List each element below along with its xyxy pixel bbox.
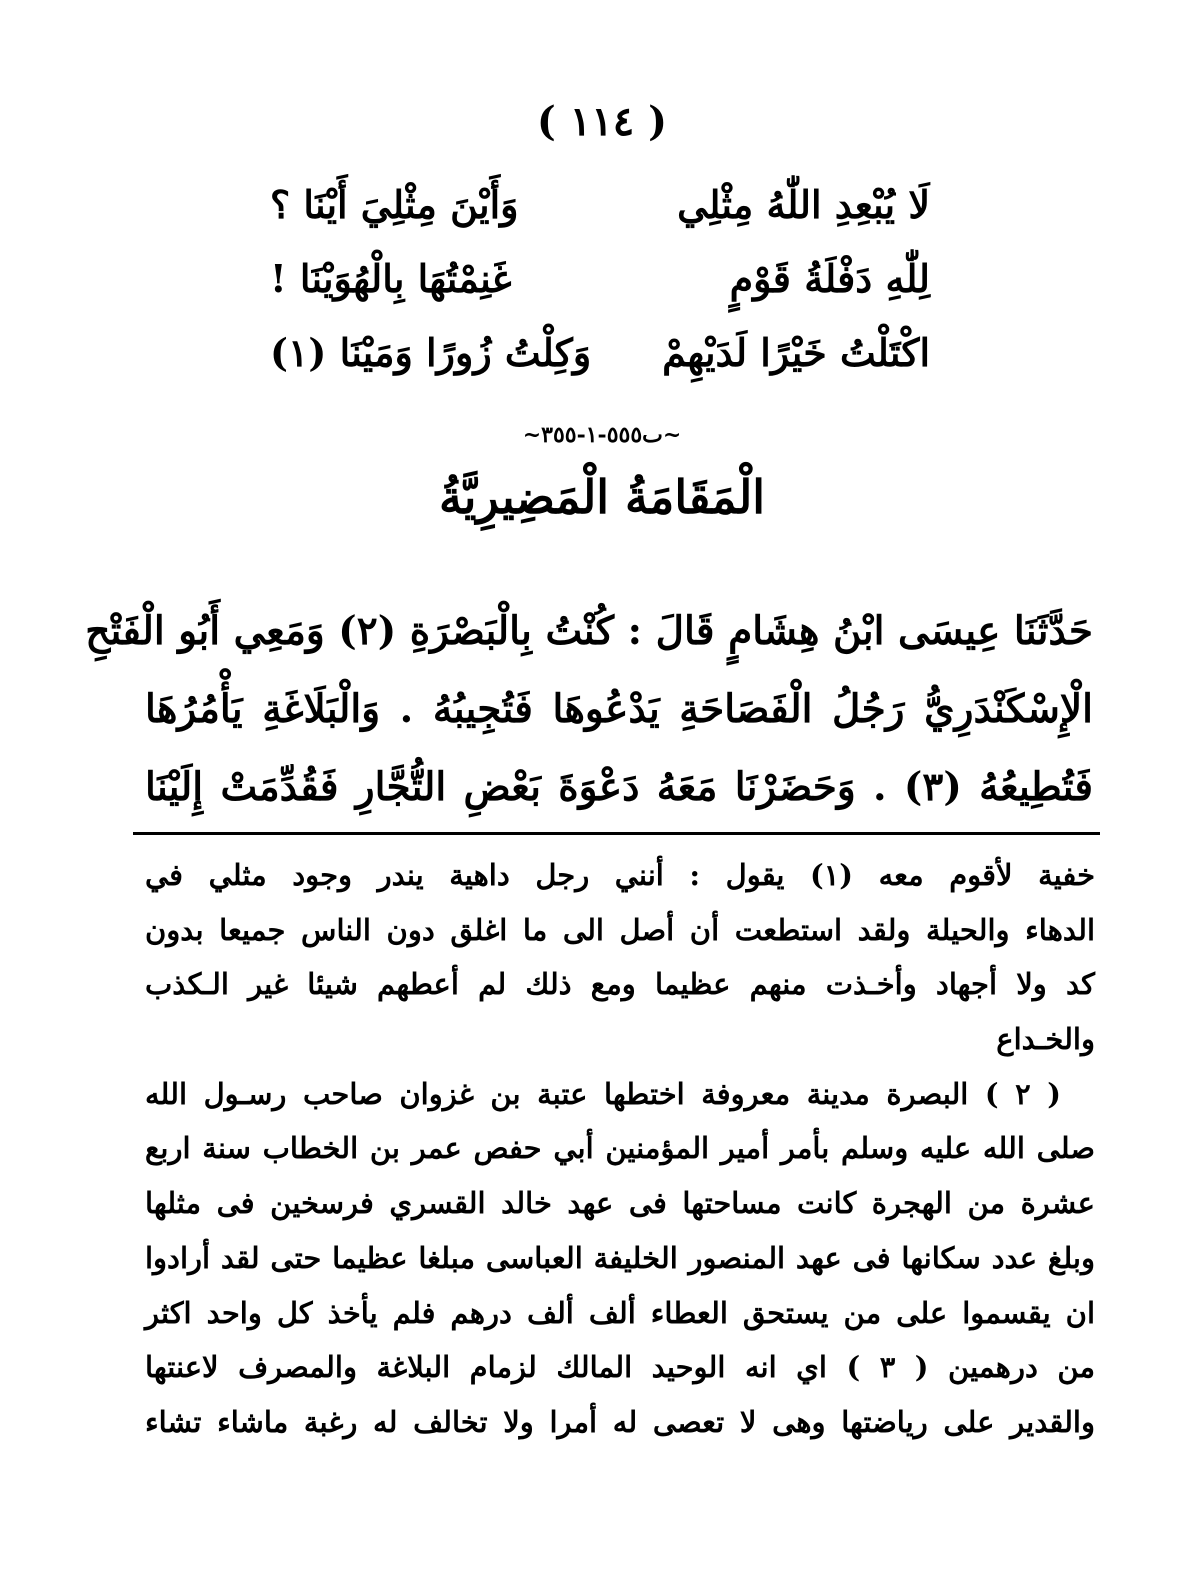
section-ornament: ~ٮ٥٥٥-١-٣٥٥~ [522, 422, 682, 448]
verse-second-hemistich: وَكِلْتُ زُورًا وَمَيْنَا (١) [270, 330, 592, 375]
poem-verse [270, 316, 930, 390]
main-text-block [85, 592, 1093, 826]
footnote-line: صلى الله عليه وسلم بأمر أمير المؤمنين أبي حفص عمر بن الخطاب سنة اربع [145, 1131, 1095, 1166]
section-title: الْمَقَامَةُ الْمَضِيرِيَّةُ [439, 470, 765, 524]
poem-verses [270, 168, 930, 390]
text-line: حَدَّثَنَا عِيسَى ابْنُ هِشَامٍ قَالَ : كُنْتُ بِالْبَصْرَةِ (٢) وَمَعِي أَبُو الْفَتْحِ [85, 608, 1093, 654]
poem-verse [270, 168, 930, 242]
footnote-line: خفية لأقوم معه (١) يقول : أنني رجل داهية يندر وجود مثلي في [145, 858, 1095, 892]
verse-second-hemistich: وَأَيْنَ مِثْلِيَ أَيْنَا ؟ [270, 182, 519, 227]
footnote-line: من درهمين ( ٣ ) اي انه الوحيد المالك لزمام البلاغة والمصرف لاعنتها [145, 1350, 1095, 1385]
verse-first-hemistich: اكْتَلْتُ خَيْرًا لَدَيْهِمْ [662, 330, 930, 375]
footnote-line: كد ولا أجهاد وأخـذت منهم عظيما ومع ذلك لم أعطهم شيئا غير الـكذب [145, 967, 1095, 1002]
footnote-separator [133, 832, 1100, 835]
footnote-line: ( ٢ ) البصرة مدينة معروفة اختطها عتبة بن غزوان صاحب رسـول الله [145, 1076, 1061, 1111]
footnotes-block [145, 848, 1095, 1450]
text-line: فَتُطِيعُهُ (٣) . وَحَضَرْنَا مَعَهُ دَعْوَةَ بَعْضِ التُّجَّارِ فَقُدِّمَتْ إِلَيْنَا [145, 764, 1093, 810]
footnote-line: عشرة من الهجرة كانت مساحتها فى عهد خالد القسري فرسخين فى مثلها [145, 1186, 1095, 1221]
footnote-line: والخـداع [996, 1022, 1095, 1057]
footnote-line: الدهاء والحيلة ولقد استطعت أن أصل الى ما اغلق دون الناس جميعا بدون [145, 912, 1095, 947]
verse-first-hemistich: لِلّٰهِ دَفْلَةُ قَوْمٍ [729, 256, 930, 301]
poem-verse [270, 242, 930, 316]
footnote-line: والقدير على رياضتها وهى لا تعصى له أمرا ولا تخالف له رغبة ماشاء تشاء [145, 1404, 1095, 1439]
page-number: ( ١١٤ ) [536, 98, 668, 145]
verse-second-hemistich: غَنِمْتُهَا بِالْهُوَيْنَا ! [270, 256, 512, 301]
footnote-line: ان يقسموا على من يستحق العطاء ألف ألف درهم فلم يأخذ كل واحد اكثر [145, 1295, 1095, 1330]
text-line: الْإِسْكَنْدَرِيُّ رَجُلُ الْفَصَاحَةِ يَدْعُوهَا فَتُجِيبُهُ . وَالْبَلَاغَةِ يَأْمُرُهَا [145, 686, 1093, 732]
footnote-line: وبلغ عدد سكانها فى عهد المنصور الخليفة العباسى مبلغا عظيما حتى لقد أرادوا [145, 1240, 1095, 1275]
verse-first-hemistich: لَا يُبْعِدِ اللّٰهُ مِثْلِي [677, 182, 930, 227]
